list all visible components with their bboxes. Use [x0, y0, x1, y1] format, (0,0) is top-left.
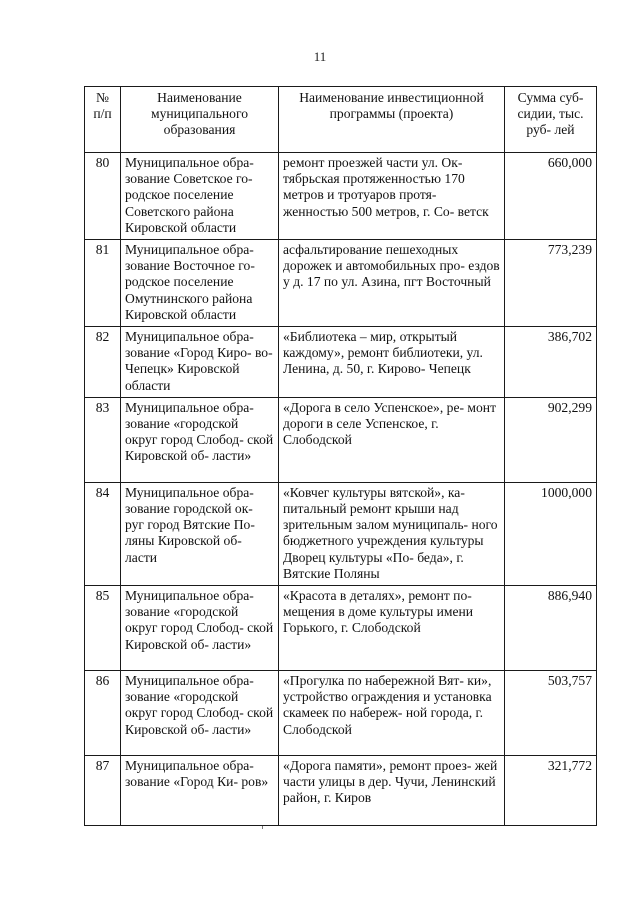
table-row: [85, 327, 597, 398]
header-number: № п/п: [85, 87, 121, 153]
table-row: [85, 586, 597, 671]
subsidy-table: [84, 86, 597, 826]
row-number: 80: [85, 153, 121, 240]
table-row: [85, 153, 597, 240]
row-municipality: Муниципальное обра- зование «городской округ город Слобод- ской Кировской об- ласти»: [121, 586, 279, 671]
scan-speck: [262, 826, 263, 829]
header-municipality: Наименование муниципального образования: [121, 87, 279, 153]
row-municipality: Муниципальное обра- зование «Город Ки- ров»: [121, 756, 279, 826]
row-number: 85: [85, 586, 121, 671]
row-program: «Ковчег культуры вятской», ка- питальный ремонт крыши над зрительным залом муниципаль- ного бюджетного учреждения культуры Дворец культуры «По- беда», г. Вятские Поляны: [279, 482, 505, 585]
row-municipality: Муниципальное обра- зование «городской округ город Слобод- ской Кировской об- ласти»: [121, 397, 279, 482]
row-subsidy-sum: 773,239: [505, 240, 597, 327]
row-subsidy-sum: 886,940: [505, 586, 597, 671]
row-subsidy-sum: 321,772: [505, 756, 597, 826]
row-municipality: Муниципальное обра- зование городской ок- руг город Вятские По- ляны Кировской об- ласти: [121, 482, 279, 585]
row-subsidy-sum: 386,702: [505, 327, 597, 398]
row-program: «Красота в деталях», ремонт по- мещения в доме культуры имени Горького, г. Слободской: [279, 586, 505, 671]
row-number: 86: [85, 671, 121, 756]
row-municipality: Муниципальное обра- зование Восточное го- родское поселение Омутнинского района Кировской области: [121, 240, 279, 327]
table-row: [85, 482, 597, 585]
table-row: [85, 240, 597, 327]
row-number: 87: [85, 756, 121, 826]
row-number: 82: [85, 327, 121, 398]
row-municipality: Муниципальное обра- зование «Город Киро- во-Чепецк» Кировской области: [121, 327, 279, 398]
header-program: Наименование инвестиционной программы (проекта): [279, 87, 505, 153]
row-program: «Дорога памяти», ремонт проез- жей части улицы в дер. Чучи, Ленинский район, г. Киров: [279, 756, 505, 826]
row-program: «Дорога в село Успенское», ре- монт дороги в селе Успенское, г. Слободской: [279, 397, 505, 482]
table-row: [85, 397, 597, 482]
header-subsidy-sum: Сумма суб- сидии, тыс. руб- лей: [505, 87, 597, 153]
row-subsidy-sum: 660,000: [505, 153, 597, 240]
row-program: асфальтирование пешеходных дорожек и автомобильных про- ездов у д. 17 по ул. Азина, пгт Восточный: [279, 240, 505, 327]
table-row: [85, 671, 597, 756]
table-row: [85, 756, 597, 826]
row-subsidy-sum: 902,299: [505, 397, 597, 482]
table-header-row: [85, 87, 597, 153]
page-number: 11: [313, 49, 327, 64]
row-subsidy-sum: 503,757: [505, 671, 597, 756]
row-number: 83: [85, 397, 121, 482]
row-program: «Библиотека – мир, открытый каждому», ремонт библиотеки, ул. Ленина, д. 50, г. Кирово- Чепецк: [279, 327, 505, 398]
row-number: 81: [85, 240, 121, 327]
row-program: «Прогулка по набережной Вят- ки», устройство ограждения и установка скамеек по набереж- ной города, г. Слободской: [279, 671, 505, 756]
row-number: 84: [85, 482, 121, 585]
row-program: ремонт проезжей части ул. Ок- тябрьская протяженностью 170 метров и тротуаров протя- женностью 500 метров, г. Со- ветск: [279, 153, 505, 240]
row-subsidy-sum: 1000,000: [505, 482, 597, 585]
row-municipality: Муниципальное обра- зование «городской округ город Слобод- ской Кировской об- ласти»: [121, 671, 279, 756]
row-municipality: Муниципальное обра- зование Советское го- родское поселение Советского района Кировской области: [121, 153, 279, 240]
